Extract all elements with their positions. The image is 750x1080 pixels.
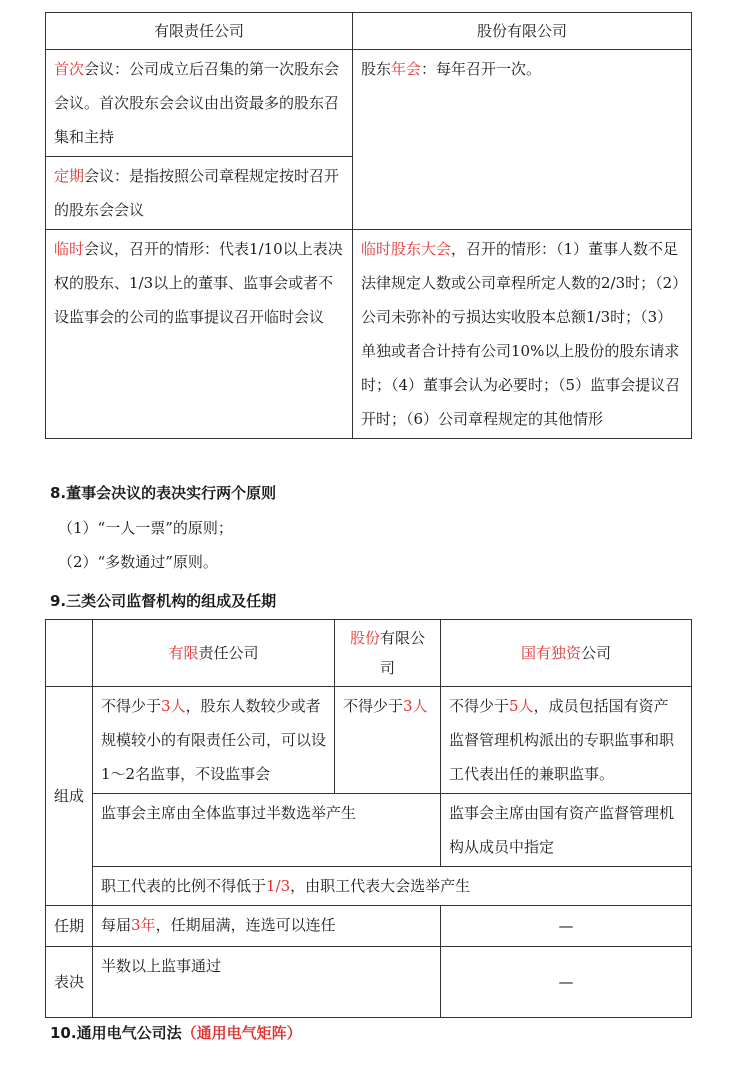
composition-llc: 不得少于3人，股东人数较少或者规模较小的有限责任公司，可以设1～2名监事，不设监事会: [93, 687, 335, 794]
section-9-heading: 9.三类公司监督机构的组成及任期: [50, 592, 277, 610]
section-10-heading: 10.通用电气公司法（通用电气矩阵）: [50, 1024, 302, 1042]
regular-meeting-cell: 定期会议：是指按照公司章程规定按时召开的股东会会议: [46, 157, 353, 230]
term-soe: —: [441, 906, 692, 947]
annual-meeting-cell: 股东年会：每年召开一次。: [353, 50, 692, 230]
composition-jsc: 不得少于3人: [335, 687, 441, 794]
interim-meeting-llc-cell: 临时会议，召开的情形：代表1/10以上表决权的股东、1/3以上的董事、监事会或者不设监事会的公司的监事提议召开临时会议: [46, 230, 353, 439]
term-llc-jsc: 每届3年，任期届满，连选可以连任: [93, 906, 441, 947]
chair-llc-jsc: 监事会主席由全体监事过半数选举产生: [93, 794, 441, 867]
col-jsc: 股份有限公司: [335, 620, 441, 687]
staff-representative-ratio: 职工代表的比例不得低于1/3，由职工代表大会选举产生: [93, 867, 692, 906]
section-8-item: （2）“多数通过”原则。: [58, 553, 218, 571]
section-8-item: （1）“一人一票”的原则；: [58, 519, 233, 537]
vote-soe: —: [441, 947, 692, 1018]
header-jsc: 股份有限公司: [353, 13, 692, 50]
row-composition-label: 组成: [46, 687, 93, 906]
section-8-heading: 8.董事会决议的表决实行两个原则: [50, 484, 277, 502]
col-soe: 国有独资公司: [441, 620, 692, 687]
row-term-label: 任期: [46, 906, 93, 947]
composition-soe: 不得少于5人，成员包括国有资产监督管理机构派出的专职监事和职工代表出任的兼职监事。: [441, 687, 692, 794]
chair-soe: 监事会主席由国有资产监督管理机构从成员中指定: [441, 794, 692, 867]
header-llc: 有限责任公司: [46, 13, 353, 50]
col-llc: 有限责任公司: [93, 620, 335, 687]
row-vote-label: 表决: [46, 947, 93, 1018]
shareholder-meeting-table: [45, 12, 692, 439]
interim-meeting-jsc-cell: 临时股东大会，召开的情形：（1）董事人数不足法律规定人数或公司章程所定人数的2/3时；（2）公司未弥补的亏损达实收股本总额1/3时；（3）单独或者合计持有公司10%以上股份的股东请求时；（4）董事会认为必要时；（5）监事会提议召开时；（6）公司章程规定的其他情形: [353, 230, 692, 439]
vote-llc-jsc: 半数以上监事通过: [93, 947, 441, 1018]
supervisory-board-table: [45, 619, 692, 1018]
first-meeting-cell: 首次会议：公司成立后召集的第一次股东会会议。首次股东会会议由出资最多的股东召集和主持: [46, 50, 353, 157]
corner-cell: [46, 620, 93, 687]
